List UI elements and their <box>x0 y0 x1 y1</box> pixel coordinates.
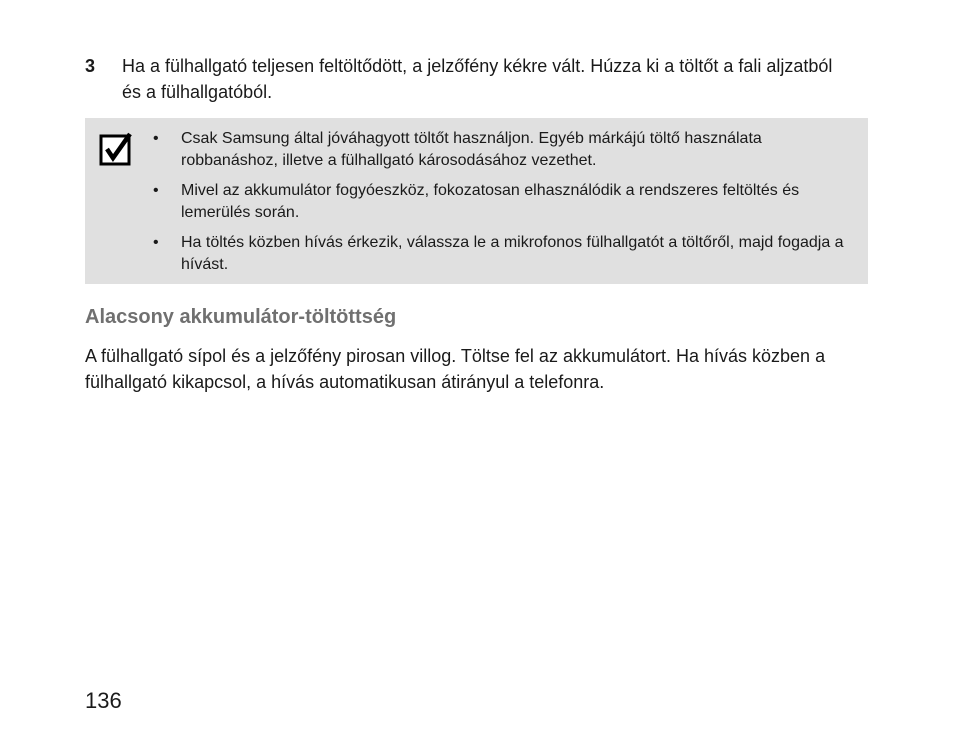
note-item-text: Csak Samsung által jóváhagyott töltőt használjon. Egyéb márkájú töltő használata robbanáshoz, illetve a fülhallgató károsodásához vezethet. <box>181 130 762 169</box>
checkbox-checked-icon <box>99 132 133 166</box>
note-item <box>153 232 858 276</box>
note-box <box>85 118 868 284</box>
page-number: 136 <box>85 688 122 713</box>
bullet: • <box>153 182 159 199</box>
step-text: Ha a fülhallgató teljesen feltöltődött, a jelzőfény kékre vált. Húzza ki a töltőt a fali aljzatból és a fülhallgatóból. <box>122 56 833 102</box>
note-item-text: Ha töltés közben hívás érkezik, válassza le a mikrofonos fülhallgatót a töltőről, majd fogadja a hívást. <box>181 234 844 273</box>
note-item <box>153 180 858 224</box>
step-number: 3 <box>85 56 96 76</box>
bullet: • <box>153 234 159 251</box>
note-item <box>153 128 858 172</box>
bullet: • <box>153 130 159 147</box>
section-heading: Alacsony akkumulátor-töltöttség <box>85 306 397 328</box>
note-item-text: Mivel az akkumulátor fogyóeszköz, fokozatosan elhasználódik a rendszeres feltöltés és lemerülés során. <box>181 182 800 221</box>
note-list <box>153 128 858 284</box>
step-3 <box>85 53 855 105</box>
section-paragraph: A fülhallgató sípol és a jelzőfény pirosan villog. Töltse fel az akkumulátort. Ha hívás közben a fülhallgató kikapcsol, a hívás automatikusan átirányul a telefonra. <box>85 346 826 392</box>
